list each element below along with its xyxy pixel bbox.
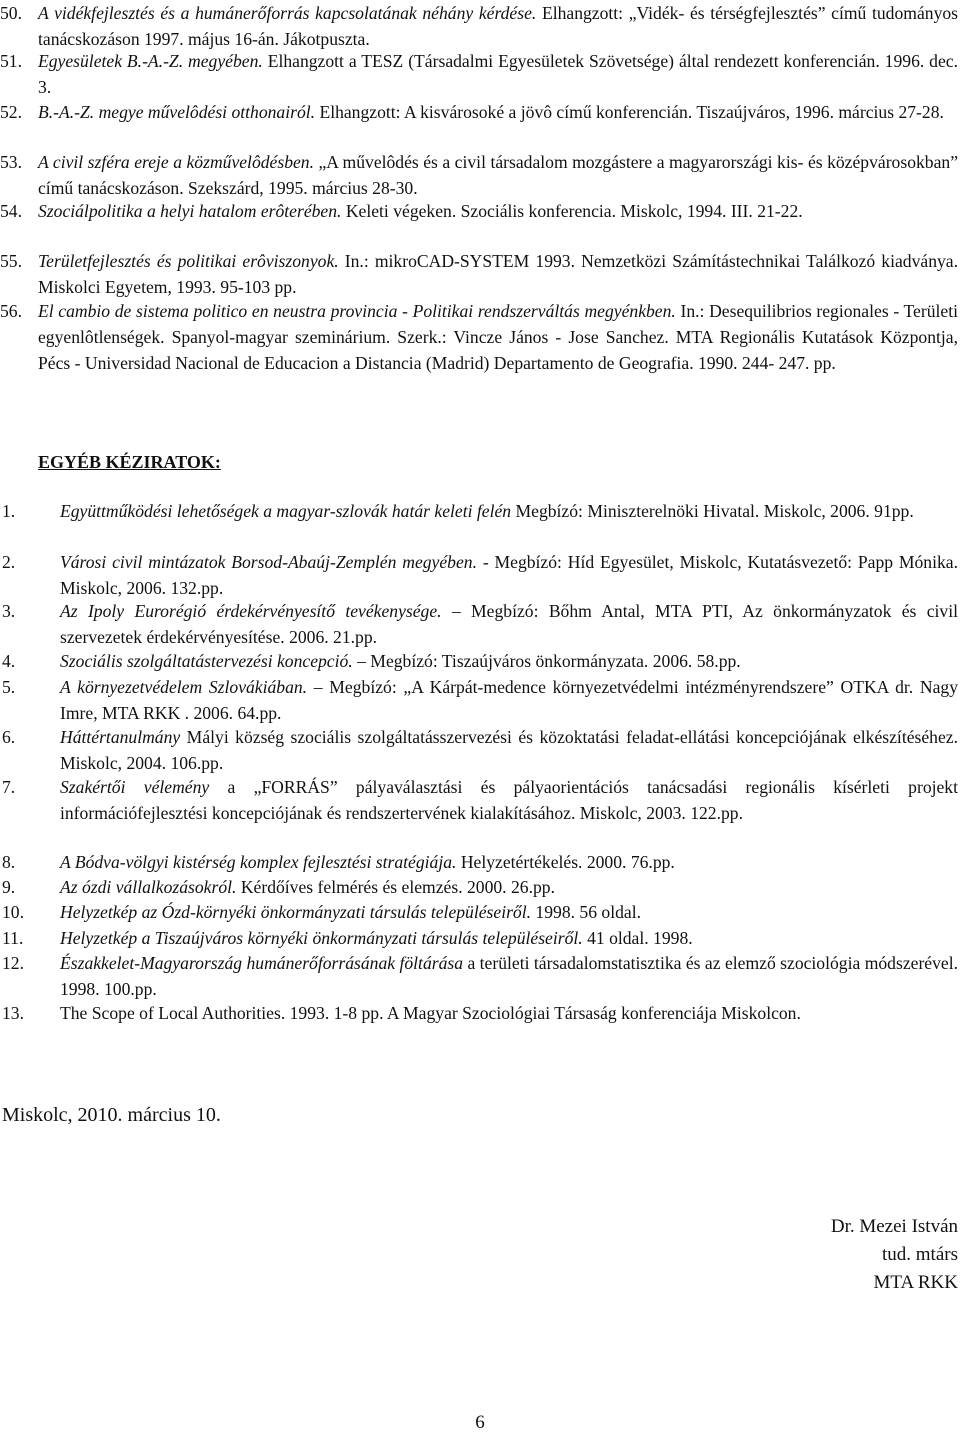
item-number: 9. xyxy=(2,877,16,897)
item-details: Kérdőíves felmérés és elemzés. 2000. 26.pp. xyxy=(236,877,555,897)
item-details: a területi társadalomstatisztika és az elemző szociológia módszerével. 1998. 100.pp. xyxy=(60,953,958,999)
item-title: Városi civil mintázatok Borsod-Abaúj-Zemplén megyében. xyxy=(60,552,477,572)
item-title: Szociális szolgáltatástervezési koncepció. xyxy=(60,651,353,671)
item-title: Helyzetkép a Tiszaújváros környéki önkormányzati társulás településeiről. xyxy=(60,928,583,948)
list-item xyxy=(0,48,958,100)
signature-org: MTA RKK xyxy=(873,1272,958,1293)
item-title: Szakértői vélemény xyxy=(60,777,210,797)
item-details: - Megbízó: Híd Egyesület, Miskolc, Kutatásvezető: Papp Mónika. Miskolc, 2006. 132.pp. xyxy=(60,552,958,598)
item-number: 8. xyxy=(2,852,16,872)
item-details: Keleti végeken. Szociális konferencia. Miskolc, 1994. III. 21-22. xyxy=(341,201,803,221)
list-item xyxy=(2,648,958,674)
item-number: 13. xyxy=(2,1003,24,1023)
signature-title: tud. mtárs xyxy=(882,1244,958,1265)
item-number: 3. xyxy=(2,601,16,621)
item-details: Elhangzott: „Vidék- és térségfejlesztés” című tudományos tanácskozáson 1997. május 16-án. Jákotpuszta. xyxy=(38,3,959,49)
item-number: 50. xyxy=(0,3,22,23)
item-title: A vidékfejlesztés és a humánerőforrás kapcsolatának néhány kérdése. xyxy=(38,3,537,23)
item-details: – Megbízó: „A Kárpát-medence környezetvédelmi intézményrendszere” OTKA dr. Nagy Imre, MTA RKK . 2006. 64.pp. xyxy=(60,677,958,723)
item-details: Mályi község szociális szolgáltatásszervezési és közoktatási feladat-ellátási koncepciójának elkészítéséhez. Miskolc, 2004. 106.pp. xyxy=(60,727,958,773)
list-item xyxy=(0,298,958,376)
item-details: In.: mikroCAD-SYSTEM 1993. Nemzetközi Számítástechnikai Találkozó kiadványa. Miskolci Egyetem, 1993. 95-103 pp. xyxy=(38,251,958,297)
list-item xyxy=(2,925,958,951)
item-title: El cambio de sistema politico en neustra provincia - Politikai rendszerváltás megyénkben. xyxy=(38,301,676,321)
list-item xyxy=(2,549,958,601)
item-title: Az ózdi vállalkozásokról. xyxy=(60,877,237,897)
page-number: 6 xyxy=(475,1412,485,1433)
item-details: 1998. 56 oldal. xyxy=(531,902,641,922)
item-details: „A művelôdés és a civil társadalom mozgástere a magyarországi kis- és középvárosokban” című tanácskozáson. Szekszárd, 1995. március 28-30. xyxy=(38,152,959,198)
item-title: A civil szféra ereje a közművelôdésben. xyxy=(38,152,315,172)
item-number: 1. xyxy=(2,501,16,521)
item-number: 12. xyxy=(2,953,24,973)
item-title: Északkelet-Magyarország humánerőforrásának föltárása xyxy=(60,953,464,973)
list-item xyxy=(0,149,959,201)
list-item xyxy=(2,874,958,900)
item-details: Elhangzott a TESZ (Társadalmi Egyesületek Szövetsége) által rendezett konferencián. 1996. dec. 3. xyxy=(38,51,958,97)
item-number: 56. xyxy=(0,301,22,321)
item-number: 11. xyxy=(2,928,24,948)
item-title: Az Ipoly Eurorégió érdekérvényesítő tevékenysége. xyxy=(60,601,442,621)
item-details: Megbízó: Miniszterelnöki Hivatal. Miskolc, 2006. 91pp. xyxy=(511,501,914,521)
list-item xyxy=(2,498,958,524)
item-title: B.-A.-Z. megye művelôdési otthonairól. xyxy=(38,102,316,122)
item-number: 7. xyxy=(2,777,16,797)
item-title: A környezetvédelem Szlovákiában. xyxy=(60,677,308,697)
item-details: In.: Desequilibrios regionales - Területi egyenlôtlenségek. Spanyol-magyar szeminárium. Szerk.: Vincze János - Jose Sanchez. MTA Regionális Kutatások Központja, Pécs - Universidad Nacional de Educacion a Distancia (Madrid) Departamento de Geografia. 1990. 244- 247. pp. xyxy=(38,301,958,373)
item-title: Háttértanulmány xyxy=(60,727,181,747)
list-item xyxy=(0,99,958,125)
list-item xyxy=(0,0,959,52)
item-number: 4. xyxy=(2,651,16,671)
list-item xyxy=(2,1000,958,1026)
section-heading: EGYÉB KÉZIRATOK: xyxy=(38,452,221,472)
item-details: 41 oldal. 1998. xyxy=(582,928,693,948)
item-details: Elhangzott: A kisvárosoké a jövô című konferencián. Tiszaújváros, 1996. március 27-28. xyxy=(315,102,944,122)
list-item xyxy=(0,248,958,300)
item-number: 2. xyxy=(2,552,16,572)
list-item xyxy=(2,774,958,826)
item-number: 55. xyxy=(0,251,22,271)
signature-name: Dr. Mezei István xyxy=(830,1216,958,1237)
list-item xyxy=(0,198,958,224)
item-number: 54. xyxy=(0,201,22,221)
item-number: 5. xyxy=(2,677,16,697)
list-item xyxy=(2,674,958,726)
item-number: 53. xyxy=(0,152,22,172)
list-item xyxy=(2,849,958,875)
item-details: – Megbízó: Tiszaújváros önkormányzata. 2006. 58.pp. xyxy=(352,651,741,671)
item-title: Szociálpolitika a helyi hatalom erôterében. xyxy=(38,201,342,221)
item-details: The Scope of Local Authorities. 1993. 1-8 pp. A Magyar Szociológiai Társaság konferenciája Miskolcon. xyxy=(60,1003,801,1023)
item-number: 52. xyxy=(0,102,22,122)
item-number: 51. xyxy=(0,51,22,71)
item-title: Egyesületek B.-A.-Z. megyében. xyxy=(38,51,263,71)
item-title: A Bódva-völgyi kistérség komplex fejlesztési stratégiája. xyxy=(60,852,457,872)
item-details: – Megbízó: Bőhm Antal, MTA PTI, Az önkormányzatok és civil szervezetek érdekérvényesítése. 2006. 21.pp. xyxy=(60,601,959,647)
list-item xyxy=(2,950,958,1002)
list-item xyxy=(2,724,958,776)
item-details: a „FORRÁS” pályaválasztási és pályaorientációs tanácsadási regionális kísérleti projekt információfejlesztési koncepciójának és rendszertervének kialakításához. Miskolc, 2003. 122.pp. xyxy=(60,777,958,823)
list-item xyxy=(2,899,958,925)
list-item xyxy=(2,598,959,650)
item-title: Területfejlesztés és politikai erôviszonyok. xyxy=(38,251,339,271)
item-number: 6. xyxy=(2,727,16,747)
item-title: Helyzetkép az Ózd-környéki önkormányzati társulás településeiről. xyxy=(60,902,532,922)
item-title: Együttműködési lehetőségek a magyar-szlovák határ keleti felén xyxy=(60,501,512,521)
item-number: 10. xyxy=(2,902,24,922)
item-details: Helyzetértékelés. 2000. 76.pp. xyxy=(456,852,675,872)
place-date: Miskolc, 2010. március 10. xyxy=(2,1104,221,1126)
